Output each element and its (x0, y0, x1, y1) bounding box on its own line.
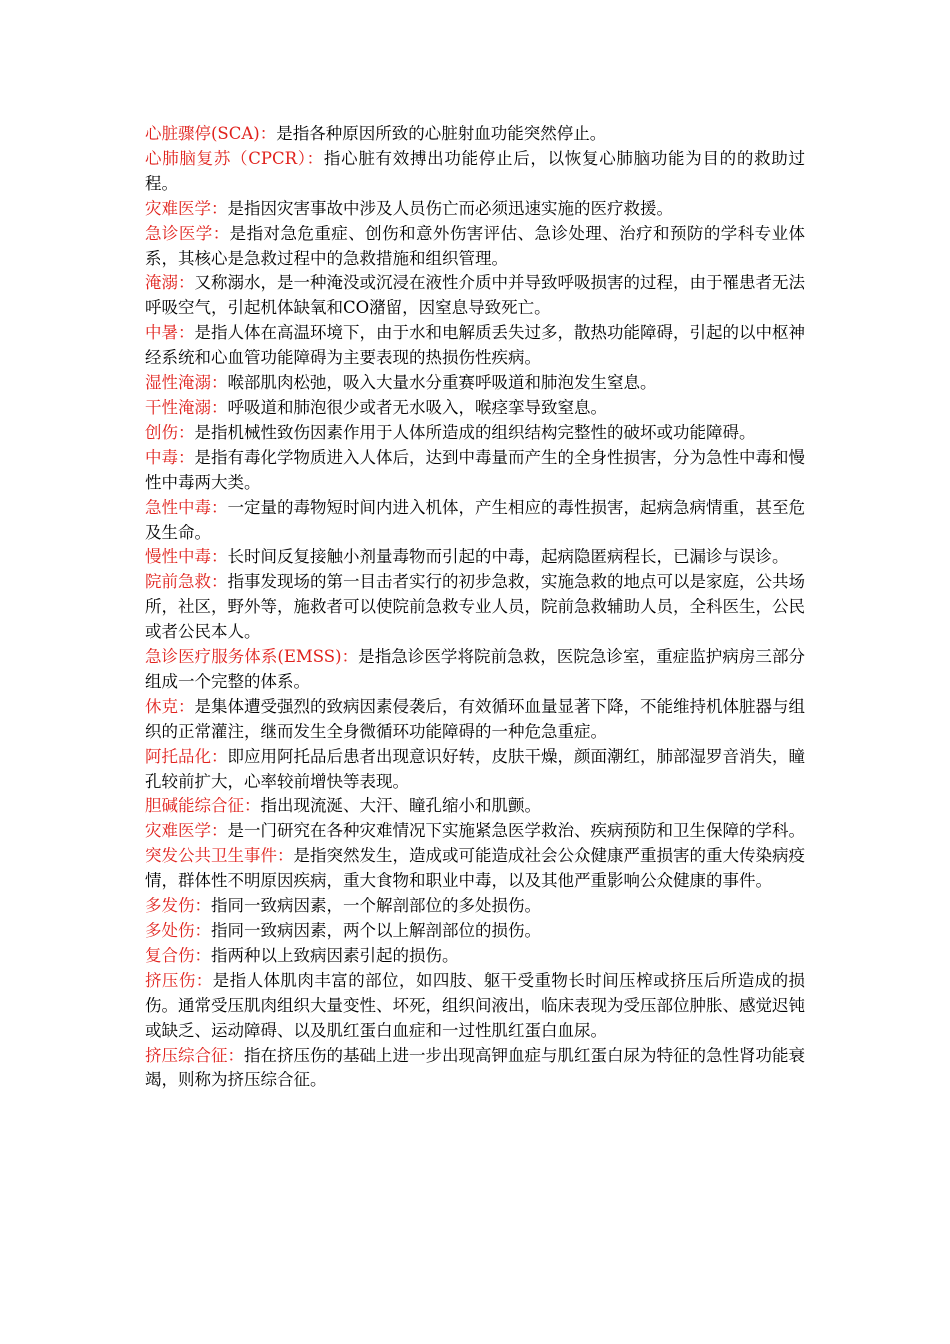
entry-definition: 即应用阿托品后患者出现意识好转，皮肤干燥，颜面潮红，肺部湿罗音消失，瞳孔较前扩大，心率较前增快等表现。 (145, 746, 805, 791)
entry-definition: 指两种以上致病因素引起的损伤。 (211, 945, 459, 965)
glossary-entry (145, 794, 805, 819)
entry-term: 胆碱能综合征： (145, 796, 261, 816)
glossary-entry (145, 894, 805, 919)
glossary-page (145, 122, 805, 1093)
glossary-entry (145, 496, 805, 546)
entry-term: 急诊医疗服务体系(EMSS)： (145, 647, 359, 667)
entry-definition: 指同一致病因素，一个解剖部位的多处损伤。 (211, 896, 541, 916)
entry-definition: 是集体遭受强烈的致病因素侵袭后，有效循环血量显著下降，不能维持机体脏器与组织的正常灌注，继而发生全身微循环功能障碍的一种危急重症。 (145, 696, 805, 741)
entry-definition: 一定量的毒物短时间内进入机体，产生相应的毒性损害，起病急病情重，甚至危及生命。 (145, 497, 805, 542)
entry-term: 多发伤： (145, 896, 211, 916)
entry-term: 急性中毒： (145, 497, 228, 517)
entry-definition: 指心脏有效搏出功能停止后，以恢复心肺脑功能为目的的救助过程。 (145, 148, 806, 193)
glossary-entry (145, 1044, 805, 1094)
entry-term: 心肺脑复苏（CPCR）： (145, 148, 324, 168)
glossary-entry (145, 969, 805, 1044)
entry-term: 阿托品化： (145, 746, 228, 766)
entry-definition: 是指对急危重症、创伤和意外伤害评估、急诊处理、治疗和预防的学科专业体系，其核心是急救过程中的急救措施和组织管理。 (145, 223, 806, 268)
entry-term: 灾难医学： (145, 821, 228, 841)
glossary-entry (145, 197, 805, 222)
glossary-entry (145, 819, 805, 844)
entry-term: 淹溺： (145, 273, 195, 293)
entry-term: 中暑： (145, 323, 195, 343)
entry-definition: 呼吸道和肺泡很少或者无水吸入，喉痉挛导致窒息。 (227, 397, 607, 417)
entry-definition: 是指突然发生，造成或可能造成社会公众健康严重损害的重大传染病疫情，群体性不明原因疾病，重大食物和职业中毒，以及其他严重影响公众健康的事件。 (145, 846, 805, 891)
glossary-entry (145, 222, 805, 272)
entry-definition: 是指人体肌肉丰富的部位，如四肢、躯干受重物长时间压榨或挤压后所造成的损伤。通常受压肌肉组织大量变性、坏死，组织间液出，临床表现为受压部位肿胀、感觉迟钝或缺乏、运动障碍、以及肌红蛋白血症和一过性肌红蛋白血尿。 (145, 970, 806, 1040)
glossary-entry (145, 944, 805, 969)
entry-term: 湿性淹溺： (145, 373, 228, 393)
glossary-entry (145, 421, 805, 446)
entry-term: 突发公共卫生事件： (145, 846, 294, 866)
glossary-entry (145, 695, 805, 745)
entry-definition: 是指有毒化学物质进入人体后，达到中毒量而产生的全身性损害，分为急性中毒和慢性中毒两大类。 (145, 447, 805, 492)
glossary-entry (145, 271, 805, 321)
entry-term: 挤压综合征： (145, 1045, 244, 1065)
entry-definition: 是一门研究在各种灾难情况下实施紧急医学救治、疾病预防和卫生保障的学科。 (227, 821, 805, 841)
entry-definition: 是指急诊医学将院前急救，医院急诊室，重症监护病房三部分组成一个完整的体系。 (145, 647, 805, 691)
glossary-entry (145, 396, 805, 421)
glossary-entry (145, 570, 805, 645)
entry-definition: 指事发现场的第一目击者实行的初步急救，实施急救的地点可以是家庭，公共场所，社区，野外等，施救者可以使院前急救专业人员，院前急救辅助人员，全科医生，公民或者公民本人。 (145, 572, 805, 642)
entry-definition: 是指各种原因所致的心脏射血功能突然停止。 (276, 124, 607, 143)
entry-definition: 长时间反复接触小剂量毒物而引起的中毒，起病隐匿病程长，已漏诊与误诊。 (227, 547, 789, 567)
entry-term: 创伤： (145, 422, 195, 442)
glossary-entry (145, 745, 805, 795)
glossary-entry (145, 446, 805, 496)
glossary-entry (145, 844, 805, 894)
entry-term: 灾难医学： (145, 198, 228, 218)
glossary-entry (145, 545, 805, 570)
entry-definition: 喉部肌肉松弛，吸入大量水分重赛呼吸道和肺泡发生窒息。 (227, 373, 657, 393)
glossary-entry (145, 371, 805, 396)
entry-definition: 是指因灾害事故中涉及人员伤亡而必须迅速实施的医疗救援。 (227, 198, 673, 218)
entry-term: 慢性中毒： (145, 547, 228, 567)
entry-term: 心脏骤停(SCA)： (145, 124, 277, 143)
glossary-entry (145, 147, 805, 197)
entry-term: 干性淹溺： (145, 397, 228, 417)
entry-definition: 指同一致病因素，两个以上解剖部位的损伤。 (211, 921, 541, 940)
entry-definition: 是指机械性致伤因素作用于人体所造成的组织结构完整性的破坏或功能障碍。 (194, 422, 756, 442)
entry-term: 挤压伤： (145, 970, 213, 990)
entry-term: 院前急救： (145, 572, 228, 592)
entry-term: 多处伤： (145, 921, 211, 940)
entry-term: 急诊医学： (145, 223, 230, 243)
entry-definition: 是指人体在高温环境下，由于水和电解质丢失过多，散热功能障碍，引起的以中枢神经系统和心血管功能障碍为主要表现的热损伤性疾病。 (145, 323, 805, 368)
entry-term: 复合伤： (145, 945, 211, 965)
glossary-entry (145, 645, 805, 695)
glossary-entry (145, 122, 805, 147)
entry-term: 休克： (145, 696, 195, 716)
glossary-entry (145, 321, 805, 371)
entry-term: 中毒： (145, 447, 195, 467)
entry-definition: 又称溺水，是一种淹没或沉浸在液性介质中并导致呼吸损害的过程，由于罹患者无法呼吸空气，引起机体缺氧和CO潴留，因窒息导致死亡。 (145, 273, 805, 318)
entry-definition: 指出现流涎、大汗、瞳孔缩小和肌颤。 (260, 796, 541, 816)
entry-definition: 指在挤压伤的基础上进一步出现高钾血症与肌红蛋白尿为特征的急性肾功能衰竭，则称为挤压综合征。 (145, 1045, 805, 1090)
glossary-entry (145, 919, 805, 944)
